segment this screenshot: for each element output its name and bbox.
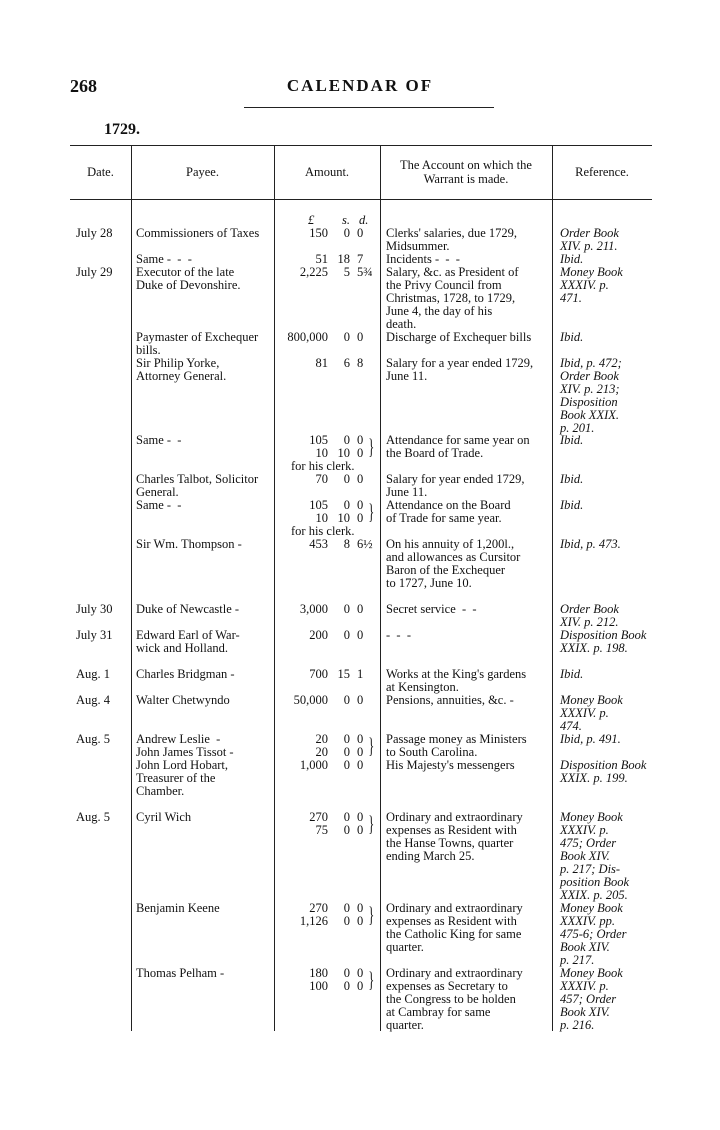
- amount-shillings: 0: [343, 823, 350, 837]
- amount-pounds: 50,000: [293, 693, 328, 707]
- amount-pence: 0: [357, 226, 364, 240]
- amount-pounds: 1,126: [299, 914, 328, 928]
- reference-line: Disposition: [560, 395, 618, 409]
- payee-line: Treasurer of the: [136, 771, 216, 785]
- account-line: ending March 25.: [386, 849, 475, 863]
- reference-line: Ibid.: [560, 498, 584, 512]
- reference-line: p. 217.: [560, 953, 595, 967]
- entry-date: July 28: [76, 226, 113, 240]
- payee-line: Benjamin Keene: [136, 901, 220, 915]
- reference-line: XXIX. p. 198.: [560, 641, 628, 655]
- entry-date: Aug. 1: [76, 667, 111, 681]
- amount-pounds: 105: [309, 433, 328, 447]
- column-divider: [274, 146, 275, 1031]
- reference-line: Order Book: [560, 602, 619, 616]
- amount-pence: 0: [357, 498, 364, 512]
- column-header-reference: Reference.: [575, 165, 629, 179]
- account-line: to South Carolina.: [386, 745, 478, 759]
- column-header-date: Date.: [87, 165, 114, 179]
- account-line: Incidents - - -: [386, 252, 460, 266]
- reference-line: Ibid, p. 473.: [560, 537, 621, 551]
- column-header-account-line: The Account on which the: [400, 158, 532, 172]
- amount-pence: 5¾: [357, 265, 373, 279]
- reference-line: XXXIV. pp.: [560, 914, 615, 928]
- entry-date: July 30: [76, 602, 113, 616]
- payee-line: Charles Talbot, Solicitor: [136, 472, 259, 486]
- amount-pence: 0: [357, 758, 364, 772]
- column-header-account: [380, 158, 552, 186]
- reference-line: XXXIV. p.: [560, 706, 609, 720]
- amount-pence: 1: [357, 667, 364, 681]
- column-header-account-line: Warrant is made.: [423, 172, 509, 186]
- payee-line: Edward Earl of War-: [136, 628, 240, 642]
- account-line: the Hanse Towns, quarter: [386, 836, 514, 850]
- reference-line: Ibid, p. 491.: [560, 732, 621, 746]
- account-line: the Board of Trade.: [386, 446, 484, 460]
- payee-line: Same - -: [136, 498, 182, 512]
- reference-line: Order Book: [560, 226, 619, 240]
- reference-line: Ibid.: [560, 472, 584, 486]
- column-divider: [552, 146, 553, 1031]
- amount-shillings: 6: [343, 356, 350, 370]
- account-line: Attendance on the Board: [386, 498, 511, 512]
- table-header-rule: [70, 199, 652, 200]
- payee-line: Same - - -: [136, 252, 192, 266]
- reference-line: 471.: [560, 291, 582, 305]
- amount-shillings: 0: [343, 966, 350, 980]
- reference-line: Money Book: [560, 901, 623, 915]
- account-line: Pensions, annuities, &c. -: [386, 693, 514, 707]
- amount-pence: 0: [357, 602, 364, 616]
- amount-pence: 0: [357, 966, 364, 980]
- entry-date: Aug. 5: [76, 732, 111, 746]
- account-line: Ordinary and extraordinary: [386, 810, 523, 824]
- amount-shillings: 10: [337, 511, 350, 525]
- reference-line: Money Book: [560, 810, 623, 824]
- reference-line: Book XIV.: [560, 1005, 610, 1019]
- account-line: Clerks' salaries, due 1729,: [386, 226, 518, 240]
- reference-line: Disposition Book: [560, 758, 647, 772]
- amount-shillings: 0: [343, 745, 350, 759]
- payee-line: Commissioners of Taxes: [136, 226, 260, 240]
- amount-pence: 0: [357, 433, 364, 447]
- amount-pounds: 2,225: [299, 265, 328, 279]
- amount-note: for his clerk.: [291, 524, 355, 538]
- amount-shillings: 0: [343, 628, 350, 642]
- account-line: Ordinary and extraordinary: [386, 966, 523, 980]
- amount-shillings: 18: [337, 252, 350, 266]
- amount-shillings: 0: [343, 433, 350, 447]
- account-line: death.: [386, 317, 417, 331]
- running-title: CALENDAR OF: [286, 76, 434, 95]
- amount-pounds: 270: [309, 810, 328, 824]
- amount-note: for his clerk.: [291, 459, 355, 473]
- amount-pounds: 700: [309, 667, 328, 681]
- payee-line: Sir Philip Yorke,: [136, 356, 220, 370]
- amount-pounds: 3,000: [299, 602, 328, 616]
- amount-pounds: 75: [315, 823, 328, 837]
- account-line: Passage money as Ministers: [386, 732, 527, 746]
- payee-line: Charles Bridgman -: [136, 667, 235, 681]
- account-line: On his annuity of 1,200l.,: [386, 537, 515, 551]
- column-divider: [131, 146, 132, 1031]
- amount-shillings: 0: [343, 901, 350, 915]
- payee-line: Chamber.: [136, 784, 185, 798]
- payee-line: Executor of the late: [136, 265, 235, 279]
- amount-pence: 0: [357, 745, 364, 759]
- entry-date: Aug. 5: [76, 810, 111, 824]
- reference-line: Book XIV.: [560, 940, 610, 954]
- payee-line: Duke of Devonshire.: [136, 278, 241, 292]
- amount-pounds: 81: [315, 356, 328, 370]
- amount-shillings: 0: [343, 693, 350, 707]
- reference-line: XXXIV. p.: [560, 979, 609, 993]
- amount-pounds: 100: [309, 979, 328, 993]
- amount-pounds: 20: [315, 745, 328, 759]
- account-line: - - -: [386, 628, 411, 642]
- account-line: and allowances as Cursitor: [386, 550, 521, 564]
- unit-shillings: s.: [342, 213, 350, 227]
- amount-pence: 0: [357, 472, 364, 486]
- account-line: Ordinary and extraordinary: [386, 901, 523, 915]
- amount-shillings: 0: [343, 979, 350, 993]
- payee-line: wick and Holland.: [136, 641, 228, 655]
- amount-pounds: 20: [315, 732, 328, 746]
- account-line: Baron of the Exchequer: [386, 563, 506, 577]
- account-line: the Congress to be holden: [386, 992, 516, 1006]
- account-line: at Kensington.: [386, 680, 459, 694]
- amount-pence: 0: [357, 823, 364, 837]
- amount-shillings: 0: [343, 498, 350, 512]
- reference-line: XIV. p. 212.: [560, 615, 619, 629]
- column-header-payee: Payee.: [186, 165, 219, 179]
- amount-pence: 0: [357, 693, 364, 707]
- amount-pence: 7: [357, 252, 364, 266]
- reference-line: 475-6; Order: [560, 927, 627, 941]
- amount-shillings: 15: [337, 667, 350, 681]
- amount-pence: 0: [357, 901, 364, 915]
- payee-line: Walter Chetwyndo: [136, 693, 230, 707]
- payee-line: Attorney General.: [136, 369, 227, 383]
- reference-line: Ibid, p. 472;: [560, 356, 622, 370]
- payee-line: Andrew Leslie -: [136, 732, 221, 746]
- reference-line: p. 217; Dis-: [560, 862, 621, 876]
- payee-line: John James Tissot -: [136, 745, 234, 759]
- grouping-brace: }: [368, 811, 375, 836]
- account-line: Christmas, 1728, to 1729,: [386, 291, 516, 305]
- column-header-amount: Amount.: [304, 165, 350, 179]
- reference-line: Ibid.: [560, 330, 584, 344]
- entry-date: July 29: [76, 265, 113, 279]
- reference-line: Book XXIX.: [560, 408, 620, 422]
- account-line: at Cambray for same: [386, 1005, 491, 1019]
- amount-shillings: 0: [343, 732, 350, 746]
- reference-line: XXXIV. p.: [560, 278, 609, 292]
- amount-shillings: 5: [343, 265, 350, 279]
- account-line: Secret service - -: [386, 602, 477, 616]
- amount-pence: 0: [357, 979, 364, 993]
- amount-pounds: 10: [315, 511, 328, 525]
- amount-pounds: 150: [309, 226, 328, 240]
- reference-line: 475; Order: [560, 836, 617, 850]
- account-line: Works at the King's gardens: [386, 667, 527, 681]
- account-line: expenses as Resident with: [386, 823, 517, 837]
- amount-pence: 0: [357, 628, 364, 642]
- unit-pounds: £: [308, 213, 315, 227]
- reference-line: p. 201.: [560, 421, 595, 435]
- payee-line: Duke of Newcastle -: [136, 602, 240, 616]
- reference-line: Disposition Book: [560, 628, 647, 642]
- account-line: quarter.: [386, 1018, 424, 1032]
- entry-date: July 31: [76, 628, 113, 642]
- payee-line: Cyril Wich: [136, 810, 192, 824]
- reference-line: XIV. p. 213;: [560, 382, 620, 396]
- reference-line: XXIX. p. 199.: [560, 771, 628, 785]
- unit-pence: d.: [359, 213, 369, 227]
- account-line: the Catholic King for same: [386, 927, 522, 941]
- amount-pence: 0: [357, 511, 364, 525]
- account-line: Salary for a year ended 1729,: [386, 356, 534, 370]
- grouping-brace: }: [368, 434, 375, 459]
- payee-line: Sir Wm. Thompson -: [136, 537, 242, 551]
- reference-line: 457; Order: [560, 992, 617, 1006]
- account-line: June 11.: [386, 485, 428, 499]
- account-line: Salary, &c. as President of: [386, 265, 519, 279]
- payee-line: Paymaster of Exchequer: [136, 330, 259, 344]
- amount-shillings: 0: [343, 810, 350, 824]
- reference-line: Ibid.: [560, 433, 584, 447]
- amount-pence: 0: [357, 810, 364, 824]
- amount-shillings: 0: [343, 330, 350, 344]
- account-line: Midsummer.: [386, 239, 450, 253]
- amount-pounds: 270: [309, 901, 328, 915]
- payee-line: Same - -: [136, 433, 182, 447]
- account-line: of Trade for same year.: [386, 511, 502, 525]
- amount-shillings: 0: [343, 602, 350, 616]
- reference-line: Book XIV.: [560, 849, 610, 863]
- amount-pence: 0: [357, 914, 364, 928]
- year-heading: 1729.: [104, 121, 140, 138]
- payee-line: General.: [136, 485, 179, 499]
- amount-pence: 8: [357, 356, 364, 370]
- grouping-brace: }: [368, 499, 375, 524]
- account-line: Salary for year ended 1729,: [386, 472, 525, 486]
- reference-line: Money Book: [560, 966, 623, 980]
- account-line: the Privy Council from: [386, 278, 502, 292]
- account-line: Attendance for same year on: [386, 433, 530, 447]
- amount-shillings: 8: [343, 537, 350, 551]
- title-rule: [244, 107, 494, 108]
- grouping-brace: }: [368, 902, 375, 927]
- payee-line: John Lord Hobart,: [136, 758, 228, 772]
- reference-line: XXXIV. p.: [560, 823, 609, 837]
- reference-line: Money Book: [560, 265, 623, 279]
- page-number: 268: [70, 76, 97, 96]
- reference-line: XIV. p. 211.: [560, 239, 618, 253]
- table-top-rule: [70, 145, 652, 146]
- amount-shillings: 0: [343, 758, 350, 772]
- reference-line: Ibid.: [560, 667, 584, 681]
- account-line: June 11.: [386, 369, 428, 383]
- reference-line: Money Book: [560, 693, 623, 707]
- amount-pounds: 453: [309, 537, 328, 551]
- amount-shillings: 0: [343, 914, 350, 928]
- account-line: Discharge of Exchequer bills: [386, 330, 532, 344]
- reference-line: 474.: [560, 719, 582, 733]
- amount-shillings: 0: [343, 472, 350, 486]
- amount-pounds: 70: [315, 472, 328, 486]
- amount-pence: 6½: [357, 537, 373, 551]
- reference-line: position Book: [560, 875, 630, 889]
- grouping-brace: }: [368, 733, 375, 758]
- account-line: June 4, the day of his: [386, 304, 493, 318]
- amount-shillings: 10: [337, 446, 350, 460]
- account-line: expenses as Resident with: [386, 914, 517, 928]
- amount-pounds: 800,000: [287, 330, 328, 344]
- reference-line: XXIX. p. 205.: [560, 888, 628, 902]
- amount-pence: 0: [357, 446, 364, 460]
- amount-pounds: 1,000: [299, 758, 328, 772]
- amount-pounds: 200: [309, 628, 328, 642]
- account-line: His Majesty's messengers: [386, 758, 515, 772]
- payee-line: bills.: [136, 343, 161, 357]
- amount-pounds: 180: [309, 966, 328, 980]
- reference-line: p. 216.: [560, 1018, 595, 1032]
- entry-date: Aug. 4: [76, 693, 111, 707]
- grouping-brace: }: [368, 967, 375, 992]
- amount-pounds: 105: [309, 498, 328, 512]
- account-line: to 1727, June 10.: [386, 576, 472, 590]
- account-line: expenses as Secretary to: [386, 979, 508, 993]
- amount-pounds: 51: [315, 252, 328, 266]
- amount-pence: 0: [357, 732, 364, 746]
- account-line: quarter.: [386, 940, 424, 954]
- column-divider: [380, 146, 381, 1031]
- amount-pence: 0: [357, 330, 364, 344]
- amount-shillings: 0: [343, 226, 350, 240]
- amount-pounds: 10: [315, 446, 328, 460]
- payee-line: Thomas Pelham -: [136, 966, 225, 980]
- reference-line: Ibid.: [560, 252, 584, 266]
- reference-line: Order Book: [560, 369, 619, 383]
